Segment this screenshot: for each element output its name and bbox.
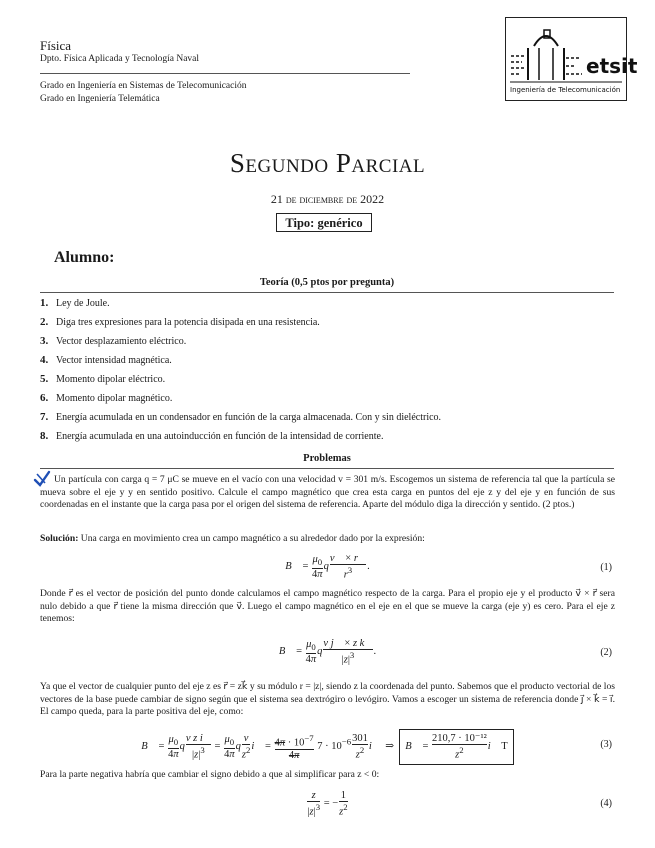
question-text: Momento dipolar eléctrico.: [56, 374, 166, 385]
result-box: B⃗ = $\frac{\text{210,7 · 10⁻¹²}}{z^2}$ i⃗ T: [399, 729, 513, 765]
theory-heading: Teoría (0,5 ptos por pregunta): [259, 277, 395, 288]
exam-date: 21 de diciembre de 2022: [270, 192, 385, 206]
degree-2: Grado en Ingeniería Telemática: [40, 94, 160, 104]
equation-4: $\frac{z}{|z|^3}$ = − $\frac{1}{z^2}$: [307, 790, 348, 818]
question-6: [40, 392, 620, 404]
question-4: [40, 354, 620, 366]
solution-label: Solución:: [40, 533, 79, 544]
question-text: Vector desplazamiento eléctrico.: [56, 336, 187, 347]
question-8: [40, 430, 620, 442]
student-label: Alumno:: [54, 249, 115, 266]
paragraph-position-vector: Donde r⃗ es el vector de posición del punto donde calculamos el campo magnético respecto de la carga. Para el propio eje y el producto v⃗ × r⃗ sera nulo debido a que r⃗ tiene la misma dirección que v⃗. Luego el campo magnético en el eje en el que se mueve la carga (eje y) es cero. Para el eje z tenemos:: [40, 588, 615, 624]
equation-number-4: (4): [600, 798, 612, 809]
question-text: Vector intensidad magnética.: [56, 355, 172, 366]
svg-text:etsit: etsit: [586, 54, 638, 78]
equation-1: B⃗ = $\frac{\mu_0}{4\pi}$ q $\frac{v⃗ \times r⃗}{r^3}$ .: [285, 553, 370, 581]
result-numerator: 210,7 · 10⁻¹²: [432, 733, 487, 744]
question-number: 6.: [40, 392, 49, 404]
paragraph-reference-system: Ya que el vector de cualquier punto del eje z es r⃗ = zk⃗ y su módulo r = |z|, siendo z la coordenada del punto. Sabemos que el producto vectorial de los vectores de la base puede cambiar de signo según que el sistema sea dextrógiro o levógiro. Vamos a escoger un sistema de referencia donde j⃗ × k⃗ = i⃗. El campo queda, para la parte positiva del eje, como:: [40, 681, 615, 717]
header-divider: [40, 73, 410, 74]
question-7: [40, 411, 620, 423]
solution-intro: [40, 533, 615, 546]
subject-title: Física: [40, 38, 72, 53]
question-number: 4.: [40, 354, 49, 366]
question-text: Momento dipolar magnético.: [56, 393, 173, 404]
paragraph-negative-part: Para la parte negativa habría que cambiar el signo debido a que al simplificar para z < 0:: [40, 769, 380, 780]
question-number: 5.: [40, 373, 49, 385]
degree-1: Grado en Ingeniería en Sistemas de Telecomunicación: [40, 81, 247, 91]
problems-divider: [40, 468, 614, 469]
equation-number-2: (2): [600, 647, 612, 658]
problem-statement: Un partícula con carga q = 7 μC se mueve en el vacío con una velocidad v = 301 m/s. Escogemos un sistema de referencia tal que la partícula se mueva sobre el eje y y en sentido positivo. Calcule el campo magnético que crea esta carga en puntos del eje z y del eje y en función de sus coordenadas en el instante que la carga pasa por el origen del sistema de referencia. Aparte del módulo diga la dirección y sentido. (2 ptos.): [40, 474, 615, 510]
question-number: 7.: [40, 411, 49, 423]
question-number: 8.: [40, 430, 49, 442]
question-text: Diga tres expresiones para la potencia disipada en una resistencia.: [56, 317, 320, 328]
question-text: Energía acumulada en una autoinducción en función de la intensidad de corriente.: [56, 431, 384, 442]
exam-type-box: Tipo: genérico: [276, 213, 372, 232]
svg-text:Ingeniería de Telecomunicación: Ingeniería de Telecomunicación: [510, 86, 621, 94]
equation-3: B⃗ = $\frac{\mu_0}{4\pi}$ q $\frac{\text{v z i⃗}}{|z|^3}$ = $\frac{\mu_0}{4\pi}$ q $\frac{v}{z^2}$ i⃗ = $\frac{4\pi \cdot 10^{-7}}{4\pi}$ $7 \cdot 10^{-6}$ $\frac{301}{z^2}$ i⃗ ⇒ B⃗ = $\frac{\text{210,7 · 10⁻¹²}}{z^2}$ i⃗ T: [0, 729, 655, 765]
equation-2: B⃗ = $\frac{\mu_0}{4\pi}$ q $\frac{\text{v j⃗ × z k⃗}}{|z|^3}$ .: [278, 638, 377, 666]
question-text: Energía acumulada en un condensador en función de la carga almacenada. Con y sin dieléctrico.: [56, 412, 442, 423]
question-text: Ley de Joule.: [56, 298, 110, 309]
equation-number-3: (3): [600, 739, 612, 750]
etsit-logo-graphic: [506, 18, 638, 100]
question-number: 1.: [40, 297, 49, 309]
question-5: [40, 373, 620, 385]
theory-divider: [40, 292, 614, 293]
solution-intro-text: Una carga en movimiento crea un campo magnético a su alrededor dado por la expresión:: [80, 533, 425, 544]
problems-heading: Problemas: [303, 453, 351, 464]
question-number: 2.: [40, 316, 49, 328]
question-2: [40, 316, 620, 328]
question-number: 3.: [40, 335, 49, 347]
question-1: [40, 297, 620, 309]
etsit-logo: [505, 17, 638, 101]
department: Dpto. Física Aplicada y Tecnología Naval: [40, 54, 200, 64]
question-3: [40, 335, 620, 347]
exam-title: Segundo Parcial: [229, 148, 426, 178]
equation-number-1: (1): [600, 562, 612, 573]
